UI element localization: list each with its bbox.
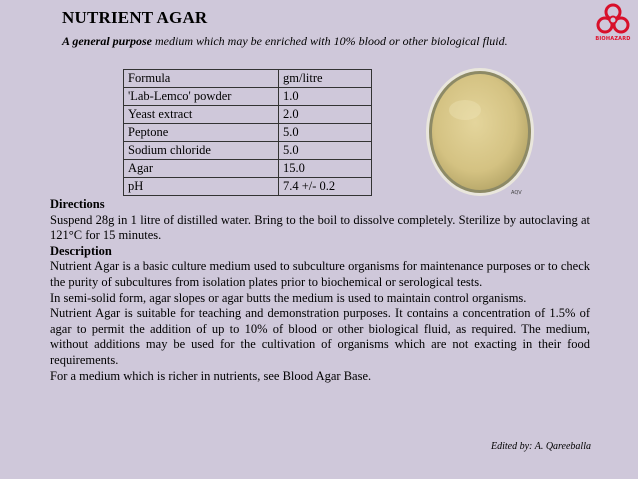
subtitle-bold: A general purpose	[62, 34, 153, 48]
ingredient-cell: Yeast extract	[124, 106, 279, 124]
description-heading: Description	[50, 243, 112, 258]
table-row	[124, 178, 372, 196]
table-row	[124, 160, 372, 178]
amount-cell: 5.0	[279, 124, 372, 142]
plate-agar	[432, 74, 528, 190]
amount-cell: 2.0	[279, 106, 372, 124]
amount-cell: 5.0	[279, 142, 372, 160]
table-row	[124, 106, 372, 124]
logo-text: BIOHAZARD	[595, 36, 631, 42]
header-cell-amount: gm/litre	[279, 70, 372, 88]
directions-text: Suspend 28g in 1 litre of distilled water. Bring to the boil to dissolve completely. Sterilize by autoclaving at 121°C for 15 minutes.	[50, 212, 590, 243]
ingredient-cell: 'Lab-Lemco' powder	[124, 88, 279, 106]
table-header-row	[124, 70, 372, 88]
table-row	[124, 88, 372, 106]
edited-by-credit: Edited by: A. Qareeballa	[491, 441, 591, 452]
ingredient-cell: pH	[124, 178, 279, 196]
page-subtitle	[62, 34, 508, 49]
formula-table	[123, 69, 372, 196]
directions-heading: Directions	[50, 197, 105, 211]
subtitle-rest: medium which may be enriched with 10% blood or other biological fluid.	[152, 34, 508, 48]
agar-plate-image	[425, 66, 535, 198]
amount-cell: 7.4 +/- 0.2	[279, 178, 372, 196]
ingredient-cell: Sodium chloride	[124, 142, 279, 160]
plate-label: AQV	[511, 190, 522, 196]
body-text	[50, 197, 590, 384]
description-paragraph: Nutrient Agar is suitable for teaching and demonstration purposes. It contains a concentration of 1.5% of agar to permit the addition of up to 10% of blood or other biological fluid, as required. The medium, without additions may be used for the cultivation of organisms which are not exacting in their food requirements.	[50, 306, 590, 367]
description-paragraph: In semi-solid form, agar slopes or agar butts the medium is used to maintain control organisms.	[50, 290, 527, 305]
table-row	[124, 142, 372, 160]
amount-cell: 15.0	[279, 160, 372, 178]
description-paragraph: For a medium which is richer in nutrients, see Blood Agar Base.	[50, 368, 372, 383]
ingredient-cell: Agar	[124, 160, 279, 178]
table-row	[124, 124, 372, 142]
page-title: NUTRIENT AGAR	[62, 8, 208, 27]
description-paragraph: Nutrient Agar is a basic culture medium used to subculture organisms for maintenance purposes or to check the purity of subcultures from isolation plates prior to biochemical or serological tests.	[50, 259, 590, 289]
header-cell-formula: Formula	[124, 70, 279, 88]
ingredient-cell: Peptone	[124, 124, 279, 142]
amount-cell: 1.0	[279, 88, 372, 106]
